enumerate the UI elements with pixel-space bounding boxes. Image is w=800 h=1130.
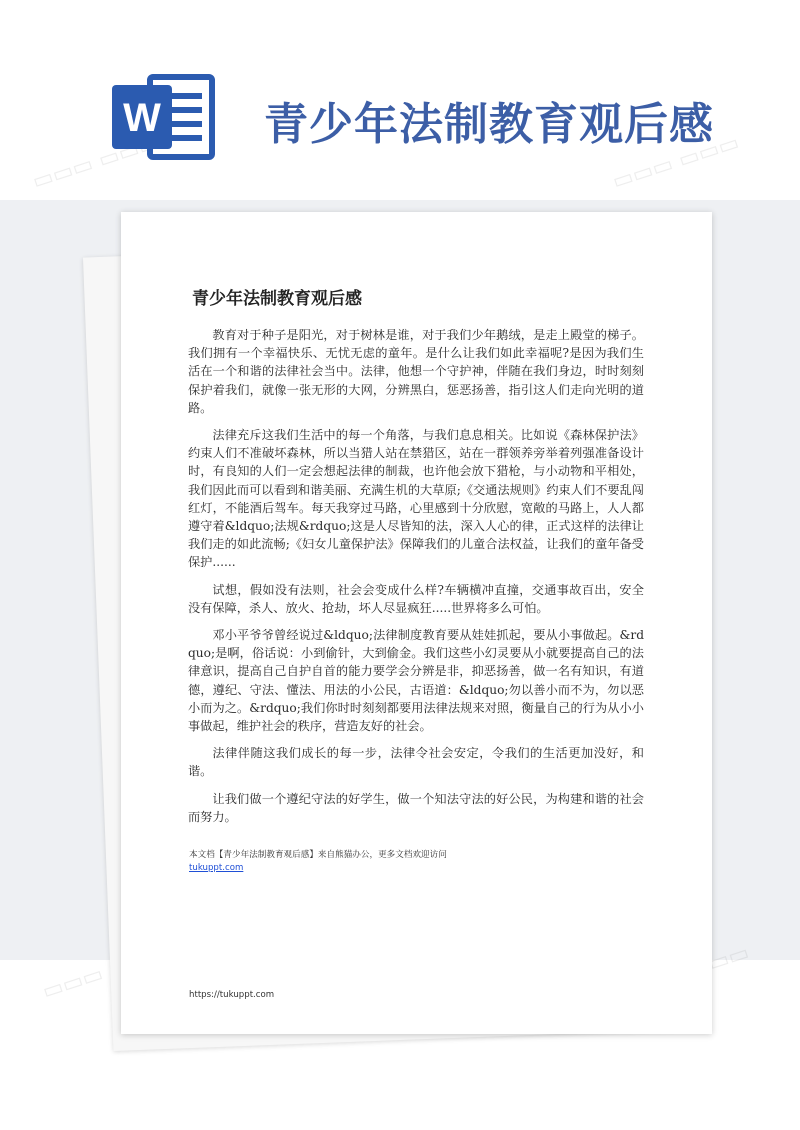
body-text: [188, 326, 644, 835]
watermark-decor: ▭▭▭ ▭▭▭: [609, 130, 743, 195]
paragraph: 法律充斥这我们生活中的每一个角落，与我们息息相关。比如说《森林保护法》约束人们不准破坏森林，所以当猎人站在禁猎区，站在一群领养旁举着列强准备设计时，有良知的人们一定会想起法律的制裁，也许他会放下猎枪，与小动物和平相处，我们因此而可以看到和谐美丽、充满生机的大草原;《交通法规则》约束人们不要乱闯红灯，不能酒后驾车。每天我穿过马路，心里感到十分欣慰，宽敞的马路上，人人都遵守着&ldquo;法规&rdquo;这是人尽皆知的法，深入人心的律，正式这样的法律让我们走的如此流畅;《妇女儿童保护法》保障我们的儿童合法权益，让我们的童年备受保护......: [188, 428, 644, 570]
word-document-icon: [112, 71, 216, 163]
source-note-block: [189, 849, 659, 875]
watermark-decor: ▭▭▭ ▭▭▭: [39, 940, 173, 1005]
doc-title: 青少年法制教育观后感: [264, 99, 714, 150]
paragraph: 邓小平爷爷曾经说过&ldquo;法律制度教育要从娃娃抓起，要从小事做起。&rdquo;是啊，俗话说：小到偷针，大到偷金。我们这些小幻灵要从小就要提高自己的法律意识，提高自己自护自首的能力要学会分辨是非，抑恶扬善，做一名有知识，有道德，遵纪、守法、懂法、用法的小公民，古语道：&ldquo;勿以善小而不为，勿以恶小而为之。&rdquo;我们你时时刻刻都要用法律法规来对照，衡量自己的行为从小小事做起，维护社会的秩序，营造友好的社会。: [188, 628, 644, 734]
logo-letter: W: [123, 96, 161, 140]
watermark-decor: ▭▭▭ ▭▭▭: [29, 130, 163, 195]
paragraph: 法律伴随这我们成长的每一步，法律令社会安定，令我们的生活更加没好，和谐。: [188, 746, 644, 779]
footer-url[interactable]: https://tukuppt.com: [189, 990, 275, 1000]
source-link[interactable]: tukuppt.com: [189, 863, 244, 873]
header: [0, 0, 800, 200]
paragraph: 让我们做一个遵纪守法的好学生，做一个知法守法的好公民，为构建和谐的社会而努力。: [188, 791, 644, 824]
watermark-decor: ▭▭▭: [685, 940, 753, 984]
paragraph: 试想，假如没有法则，社会会变成什么样?车辆横冲直撞，交通事故百出，安全没有保障，杀人、放火、抢劫，坏人尽显疯狂.....世界将多么可怕。: [188, 582, 644, 615]
source-note: 本文档【青少年法制教育观后感】来自熊猫办公，更多文档欢迎访问: [189, 850, 447, 860]
paragraph: 教育对于种子是阳光，对于树林是谁，对于我们少年鹅绒，是走上殿堂的梯子。我们拥有一个幸福快乐、无忧无虑的童年。是什么让我们如此幸福呢?是因为我们生活在一个和谐的法律社会当中。法律，他想一个守护神，伴随在我们身边，时时刻刻保护着我们，就像一张无形的大网，分辨黑白，惩恶扬善，指引这人们走向光明的道路。: [188, 328, 644, 415]
page-title: 青少年法制教育观后感: [192, 289, 362, 309]
document-page: [121, 212, 712, 1034]
